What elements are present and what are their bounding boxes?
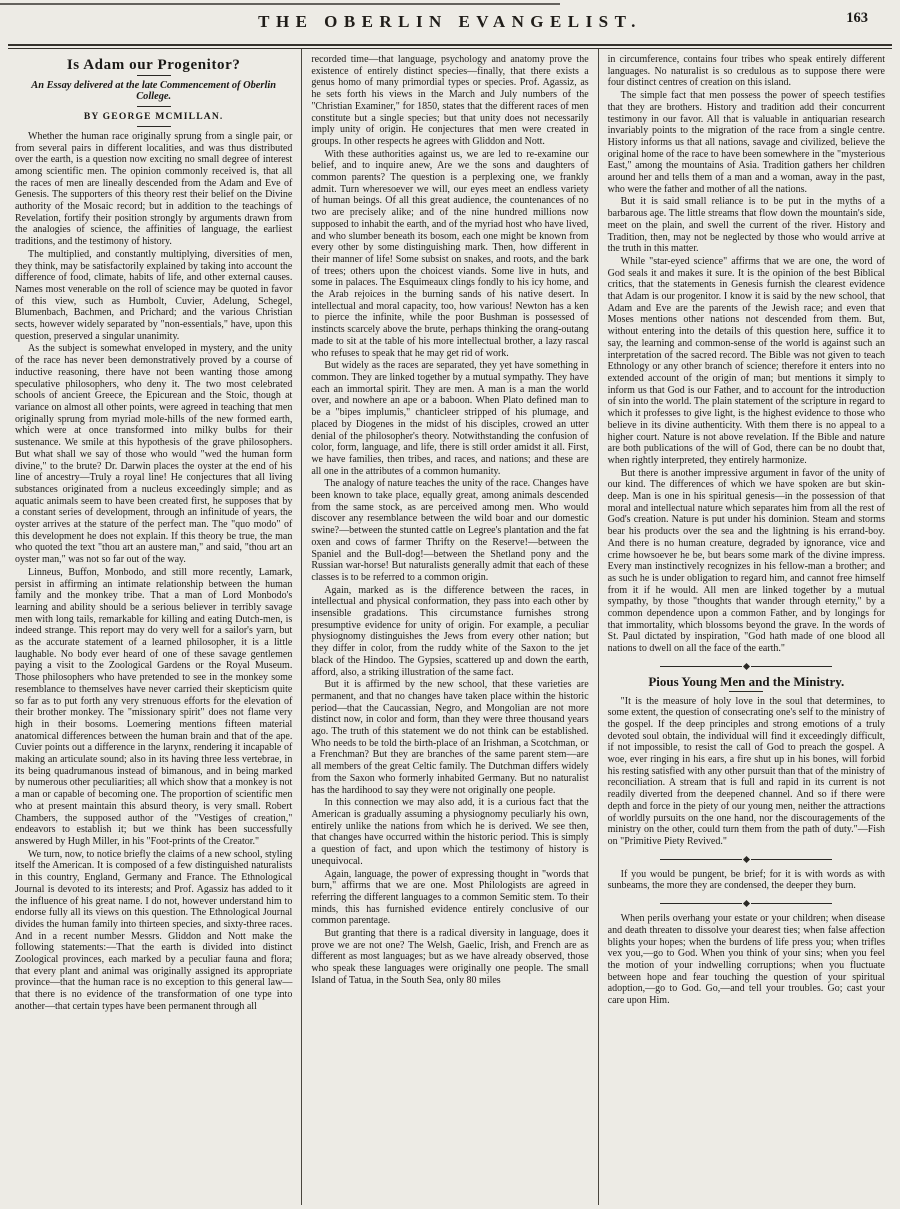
divider-line	[751, 666, 832, 667]
article-paragraph: In this connection we may also add, it is a curious fact that the American is gradually assuming a physiognomy peculiarly his own, entirely unlike the nations from which he is derived. We see then, that changes have occurred within the historic period. This is simply a question of fact, and upon which the testimony of history is unequivocal.	[311, 797, 589, 867]
article-paragraph: The multiplied, and constantly multiplying, diversities of men, they think, may be satisfactorily explained by taking into account the difference of food, climate, habits of life, and other external causes. Names most venerable on the roll of science may be quoted in favor of this view, such as Humbolt, Cuvier, Adelung, Schegel, Blumenbach, Bachmen, and Prichard; and the various Christian sects, however widely separated by "non-essentials," have, upon this question, preserved a singular unanimity.	[15, 248, 293, 342]
article-paragraph: Again, marked as is the difference between the races, in intellectual and physical conformation, they pass into each other by insensible gradations. This circumstance furnishes strong presumptive evidence for unity of origin. For example, a peculiar physiognomy distinguishes the Jews from every other nation; but they differ in color, from the ruddy white of the Saxon to the jet black of the Hindoo. The Gypsies, scattered up and down the earth, afford, also, a striking illustration of the same fact.	[311, 584, 589, 678]
article-paragraph: But it is said small reliance is to be put in the myths of a barbarous age. The little streams that flow down the mountain's side, meet on the plain, and swell the current of the river. History and Tradition, then, may not be neglected by those who would arrive at the truth in this matter.	[607, 196, 885, 255]
column-layout	[6, 49, 894, 1205]
article-paragraph: But granting that there is a radical diversity in language, does it prove we are not one? The Welsh, Gaelic, Irish, and French are as different as most languages; but as we have already observed, those who speak these languages were originally one people. The small Island of Tatua, in the South Sea, only 80 miles	[311, 928, 589, 986]
article-paragraph: We turn, now, to notice briefly the claims of a new school, styling itself the American. It is composed of a few distinguished naturalists in this country, England, Germany and France. The Ethnological Journal is devoted to its interests; and Prof. Agassiz has added to it the influence of his great name. I do not, however understand him to endorse fully all its views on this question. The Ethnological Journal divides the human family into thirteen species, and sixty-three races. And in a recent number Messrs. Gliddon and Nott make the following statements:—That the earth is divided into distinct Zoological provinces, each marked by a peculiar fauna and flora; that every plant and animal was originally assigned its appropriate province—that the human race is no exception to this general law—that there is no evidence of the transformation of one type into another—that certain types have been permanent through all	[15, 848, 293, 1012]
divider-line	[660, 666, 741, 667]
article-subtitle: An Essay delivered at the late Commencement of Oberlin College.	[31, 79, 277, 103]
article-paragraph: While "star-eyed science" affirms that we are one, the word of God seals it and makes it sure. It is the opinion of the best Biblical critics, that the statements in Genesis furnish the clearest evidence that Adam is our progenitor. I know it is said by the new school, that Adam and Eve are the parents of the Jewish race; and even that Moses mentions other nations not descended from them. But, without entering into the details of this question here, suffice it to say, the learning and common-sense of the world is against such an interpretation of the sacred record. The Bible was not given to teach Ethnology or any other branch of science; therefore it enters into no extended account of the origin of man; but mentions it simply to inform us that God is our Father, and to account for the introduction of sin into the world. The plain statement of the scripture in regard to which it professes to give light, is the highest evidence to those who believe in its divine authenticity. With them there is no appeal to a higher court. Nature is not above revelation. If the Bible and nature are both publications of the will of God, there can be no doubt that, when rightly interpreted, they entirely harmonize.	[607, 255, 885, 466]
subtitle-rule	[137, 106, 171, 107]
article-paragraph: in circumference, contains four tribes who speak entirely different languages. No naturalist is so credulous as to suppose there were four distinct centres of creation on this island.	[607, 54, 885, 89]
article-paragraph: But widely as the races are separated, they yet have something in common. They are linked together by a mutual sympathy. They have each an immortal spirit. They are men. A man is a man the world over, and nowhere an ape or a baboon. When Plato defined man to be a "bipes implumis," chanticleer stripped of his plumage, and placed by Diogenes in the midst of his disciples, crowed an utter denial of the philosopher's theory. Notwithstanding the confusion of color, form, language, and life, there is still order amidst it all. First, we have families, then tribes, and races, and nations; and these are all one in the attributes of a common humanity.	[311, 360, 589, 477]
section-divider	[660, 901, 832, 906]
masthead	[6, 0, 894, 44]
article-paragraph: Again, language, the power of expressing thought in "words that burn," affirms that we are one. Most Philologists are agreed in referring the different languages to a common Semitic stem. To their minds, this has furnished evidence entirely conclusive of our common parentage.	[311, 868, 589, 927]
article-title: Is Adam our Progenitor?	[66, 57, 241, 73]
column-2	[301, 49, 598, 1205]
byline-rule	[137, 126, 171, 127]
section-divider	[660, 857, 832, 862]
article-paragraph: With these authorities against us, we are led to re-examine our belief, and to inquire anew, Are we the sons and daughters of common parents? The question is a perplexing one, we frankly admit. Turn wheresoever we will, our eyes meet an endless variety of human beings. Of all this great audience, the countenances of no two are precisely alike; and of the nine hundred millions now supposed to inhabit the earth, and of the myriad host who have lived, and who slumber beneath its bosom, each one might be known from every other by some distinguishing mark. Then, how different in their manner of life! Some subsist on snakes, and roots, and the bark of trees; others upon the choicest viands. Some live in huts, and some in palaces. The Esquimeaux clings fondly to his icy home, and the Arab rejoices in the burning sands of his native desert. In intellectual and moral capacity, too, how various! Newton has a ken to pierce the infinite, while the poor Bushman is possessed of instincts scarcely above the brute, perhaps thinking the orang-outang made to sit at the table of his more intellectual brother, a lazy rascal who refuses to speak that he may get rid of work.	[311, 148, 589, 359]
diamond-ornament-icon	[743, 663, 750, 670]
section-title-rule	[729, 691, 763, 692]
title-rule	[137, 75, 171, 76]
article-paragraph: Linneus, Buffon, Monbodo, and still more recently, Lamark, persist in affirming an intimate relationship between the human family and the monkey tribe. That a man of Lord Monbodo's learning and ability should be a serious believer in terribly savage men with long tails, remarkable for killing and eating Dutch-men, is indeed strange. This report may do very well for a sailor's yarn, but as the accurate statement of a learned philosopher, it is a little laughable. No body ever heard of one of these savage gentlemen paying a visit to the Zoological Gardens or the Royal Museum. Those philosophers who have pretended to see in the monkey some resemblance to themselves have never carried their skepticism quite so far as to put forth any very strenuous efforts for the elevation of their brother monkey. The "missionary spirit" does not flame very high in their bosoms. Loemering mentions fifteen material anatomical differences between the human brain and that of the ape. Cuvier points out a difference in the larynx, rendering it incapable of making an articulate sound; also in its having three less vertebrae, in its being quadrumanous instead of bimanous, and in being marked by numerous other peculiarities; all which show that a monkey is not a man or capable of becoming one. The proportion of scientific men who at present maintain this absurd theory, is very small. Robert Chambers, the supposed author of the "Vestiges of creation," endeavors to establish it; but we think has been successfully answered by Hugh Miller, in his "Foot-prints of the Creator."	[15, 566, 293, 847]
article-paragraph: But there is another impressive argument in favor of the unity of our kind. The differences of which we have spoken are but skin-deep. Man is one in his spiritual genesis—in the possession of that moral and intellectual nature which separates him from all the rest of God's creation. Nature is put under his dominion. Steam and storms bear his products over the sea and the lightning is his errand-boy. And there is no human creature, degraded by ignorance, vice and crime howsoever he be, but bears some mark of the divine impress. Every man instinctively recognizes in his fellow-man a brother; and as such he is under obligation to regard him, and cannot free himself from it if he would. All men are linked together by a mutual sympathy, by those "thoughts that wander through eternity," by a common dependence upon a common Father, and by longings for that immortality, which blossoms beyond the grave. In the words of St. Paul dictated by inspiration, "God hath made of one blood all nations to dwell on all the face of the earth."	[607, 467, 885, 655]
article-byline: BY GEORGE MCMILLAN.	[83, 111, 224, 123]
article-paragraph: The analogy of nature teaches the unity of the race. Changes have been known to take place, equally great, among animals descended from the same stock, as are perceived among men. Who would discover any resemblance between the wild boar and our domestic swine?—between the stunted cattle on Legree's plantation and the fat oxen and cows of farmer Thrifty on the Reserve!—between the Spaniel and the Bull-dog!—between the Shetland pony and the Russian war-horse! But naturalists generally admit that each of these classes is to be referred to a common origin.	[311, 478, 589, 583]
section-divider	[660, 664, 832, 669]
filler-paragraph-go-to-god: When perils overhang your estate or your children; when disease and death threaten to dissolve your dearest ties; when false affection blights your hopes; when the burdens of life press you; when trifles vex you,—go to God. When you think of your sins; when you feel the motion of your indwelling corruptions; when you fluctuate between hope and fear touching the question of your spiritual adoption,—go to God. Go,—and tell your troubles. Go; cast your care upon Him.	[607, 913, 885, 1007]
article-paragraph: The simple fact that men possess the power of speech testifies that they are brothers. History and tradition add their concurrent testimony in our favor. All that is valuable in antiquarian research invariably points to the migration of the race from a single centre. History informs us that all nations, savage and civilized, believe the original home of the race to have been somewhere in the "mysterious East," among the mountains of Asia. Tradition gathers her children around her and tells them of a man and a woman, away in the past, who were the father and mother of all the nations.	[607, 90, 885, 195]
article-paragraph: As the subject is somewhat enveloped in mystery, and the unity of the race has never been demonstratively proved by a course of inductive reasoning, there have not been wanting those among speculative philosophers, who deny it. The two most celebrated schools of ancient Greece, the Epicurean and the Stoic, though at variance on almost all other points, were agreed in teaching that men originally sprung from myriad mole-hills of the new formed earth, which were at once transformed into milky bulbs for their sustenance. We smile at this hypothesis of the grave philosophers. But what shall we say of those who would "wed the human form divine," to the brute? Dr. Darwin places the oyster at the end of his line of ancestry—Truly a royal line! He conjectures that all living substances originated from a nucleus exceedingly simple; and as aquatic animals seem to have been created first, he supposes that by a constant series of development, through an infinitude of years, the oyster arrives at the stature of the perfect man. The "quo modo" of this development he does not explain. If this theory be true, the man who quoted the text "thou art an austere man," and said, "thou art an oyster man," was not so far out of the way.	[15, 343, 293, 566]
ministry-paragraph: "It is the measure of holy love in the soul that determines, to some extent, the question of consecrating one's self to the ministry of the gospel. If the deep principles and strong emotions of a truly devoted soul obtain, the individual will find it exceedingly difficult, if not impossible, to resist the call of God to preach the gospel. A woe, ever ringing in his ears, a fire shut up in his bones, will forbid his resting satisfied with any other pursuit than that of the ministry of reconciliation. A stream that is full and rapid in its current is not readily diverted from the deepened channel. And so if there were depth and force in the piety of our young men, neither the attractions of worldly pursuits on the one hand, nor the discouragements of the ministry on the other, could turn them from the path of duty."—Fish on "Primitive Piety Revived."	[607, 695, 885, 847]
masthead-title: THE OBERLIN EVANGELIST.	[258, 12, 642, 31]
column-3	[599, 49, 894, 1205]
divider-line	[751, 859, 832, 860]
filler-paragraph-pungent: If you would be pungent, be brief; for it is with words as with sunbeams, the more they are condensed, the deeper they burn.	[607, 868, 885, 892]
divider-line	[660, 859, 741, 860]
article-paragraph: Whether the human race originally sprung from a single pair, or from several pairs in different localities, and was thus distributed over the earth, is a question now exciting no small degree of interest among scientific men. The opinion commonly received is, that all the races of men are lineally descended from the Adam and Eve of Genesis. The supporters of this theory rest their belief on the Divine authority of the Mosaic record; but in addition to the teachings of Revelation, fortify their position strongly by arguments drawn from the analogies of science, the affinities of language, the earliest traditions, and the testimony of history.	[15, 130, 293, 248]
article-paragraph: But it is affirmed by the new school, that these varieties are permanent, and that no changes have taken place within the historic period—that the Caucassian, Negro, and Mongolian are not more distinct now, in color and form, than they were three thousand years ago. The truth of this statement we do not think can be established. Who needs to be told the birth-place of an Irishman, a Scotchman, or a Frenchman? But they are branches of the same parent stem—are all members of the great Celtic family. The Dutchman differs widely from the Saxon who formerly inhabited Germany. But no naturalist has the hardihood to say they were not originally one people.	[311, 679, 589, 796]
divider-line	[660, 903, 741, 904]
divider-line	[751, 903, 832, 904]
article-paragraph: recorded time—that language, psychology and anatomy prove the existence of entirely distinct species—finally, that there exists a genus homo of many primordial types or species. Prof. Agassiz, as he sets forth his views in the March and July numbers of the "Christian Examiner," for 1850, states that the different races of men constitute but a single species; but that unity does not necessarily imply unity of origin. He conjectures that men were created in groups. In other respects he agrees with Gliddon and Nott.	[311, 54, 589, 147]
page-number: 163	[846, 10, 868, 26]
section-title-ministry: Pious Young Men and the Ministry.	[648, 673, 845, 689]
column-1	[6, 49, 301, 1205]
diamond-ornament-icon	[743, 856, 750, 863]
diamond-ornament-icon	[743, 900, 750, 907]
